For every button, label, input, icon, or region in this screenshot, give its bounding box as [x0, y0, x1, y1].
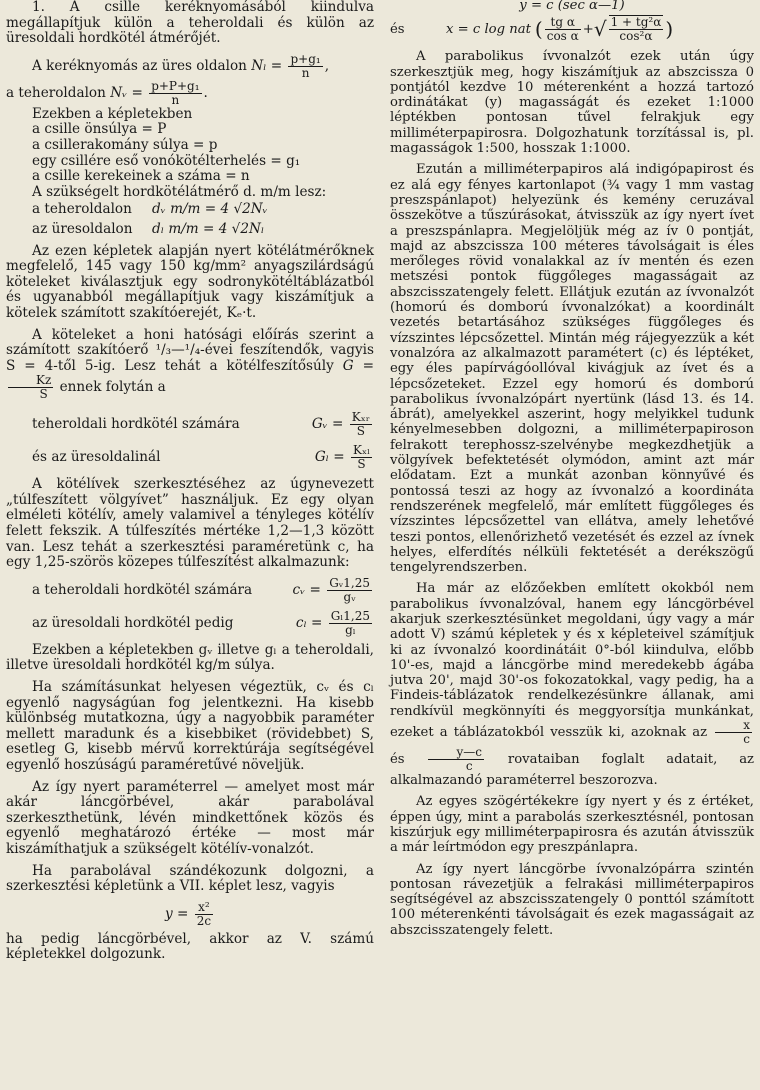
paragraph: Az így nyert láncgörbe ívvonalzópárra szintén pontosan rávezetjük a felrakási milliméterpapiros segítségével az abszcisszatengely 0 ponttól számított 100 méterenkénti távolságait és ezek magasságait az abszcisszatengely felett. [390, 861, 754, 938]
paragraph: Az ezen képletek alapján nyert kötélátmérőknek megfelelő, 145 vagy 150 kg/mm² anyagszilárdságú köteleket kiválasztjuk egy sodronykötéltáblázatból és ugyanabból megállapítjuk vagy kiszámítjuk a kötelek számított szakítóerejét, Kₑ·t. [6, 242, 374, 321]
fraction: $\frac{\text{p+g₁}}{n}$ [290, 51, 321, 80]
fraction: $\frac{\text{Kₓᵣ}}{S}$ [351, 410, 370, 439]
fraction: $\frac{\text{Kₓₗ}}{S}$ [353, 443, 370, 472]
left-column [6, 0, 374, 963]
fraction: $\frac{\text{Gᵥ1,25}}{\text{gᵥ}}$ [329, 575, 370, 604]
formula-line: teheroldali hordkötél számára Gᵥ = $\frac{\text{Kₓᵣ}}{S}$ [32, 410, 370, 439]
formula-line: az üresoldali hordkötél pedig cₗ = $\frac{\text{Gₗ1,25}}{\text{gₗ}}$ [32, 608, 370, 637]
formula-line: és az üresoldalinál Gₗ = $\frac{\text{Kₓₗ}}{S}$ [32, 443, 370, 472]
formula-line: a teheroldali hordkötél számára cᵥ = $\frac{\text{Gᵥ1,25}}{\text{gᵥ}}$ [32, 575, 370, 604]
paragraph: Ha parabolával szándékozunk dolgozni, a szerkesztési képletünk a VII. képlet lesz, vagyis [6, 862, 374, 895]
paragraph: Ha már az előzőekben említett okokból nem parabolikus ívvonalzóval, hanem egy láncgörbével akarjuk szerkesztésünket megoldani, úgy vagy a már adott V) számú képletek y és x képleteivel számítjuk ki az ívvonalzó koordinátáit 0°-ból kiindulva, előbb 10'-es, majd a láncgörbe mind meredekebb ágába jutva 20', majd 30'-os fokozatokkal, vagy pedig, ha a Findeis-táblázatok rendelkezésünkre állanak, ami rendkívül megkönnyíti és meggyorsítja munkánkat, ezeket a táblázatokból vesszük ki, azoknak az $\frac{x}{c}$ és $\frac{y—c}{c}$ rovataiban foglalt adatait, az alkalmazandó paraméterrel beszorozva. [390, 581, 755, 789]
fraction: $\frac{Kz}{S}$ [8, 374, 53, 401]
paragraph: Az egyes szögértékekre így nyert y és z értéket, éppen úgy, mint a parabolás szerkesztésnél, pontosan kiszúrjuk egy milliméterpapirosra és azután átvisszük a már leírtmódon egy preszpánlapra. [390, 794, 754, 856]
fraction: $\frac{\text{p+P+g₁}}{n}$ [151, 78, 200, 107]
fraction: $\frac{y—c}{c}$ [428, 746, 484, 773]
paragraph: A parabolikus ívvonalzót ezek után úgy szerkesztjük meg, hogy kiszámítjuk az abszcissza 0 pontjától kezdve 10 méterenként a hozzá tartozó ordinátákat (y) magasságát és ezeket 1:1000 léptékben pontosan tűvel felrakjuk egy milliméterpapirosra. Dolgozhatunk torzítással is, pl. magasságok 1:500, hosszak 1:1000. [390, 49, 754, 157]
list-item: egy csillére eső vonókötélterhelés = g₁ [32, 152, 301, 169]
paragraph: 1. A csille keréknyomásából kiindulva megállapítjuk külön a teheroldali és külön az üresoldali hordkötél átmérőjét. [6, 0, 374, 47]
paragraph: ha pedig láncgörbével, akkor az V. számú képletekkel dolgozunk. [6, 930, 374, 963]
paragraph: Ezekben a képletekben gᵥ illetve gₗ a teheroldali, illetve üresoldali hordkötél kg/m súlya. [6, 641, 374, 674]
formula-line: az üresoldalon dₗ m/m = 4 √2Nₗ [32, 220, 265, 237]
list-item: a csille kerekeinek a száma = n [32, 168, 250, 185]
formula-line: és x = c log nat ( $\frac{\text{tg α}}{\text{cos α}}$ + √ $\frac{\text{1 + tg²α}}{\text{cos²α}}$ ) [390, 14, 674, 44]
list-item: a csille önsúlya = P [32, 121, 167, 138]
formula-line: a teheroldalon dᵥ m/m = 4 √2Nᵥ [32, 201, 268, 218]
list-item: A szükségelt hordkötélátmérő d. m/m lesz: [32, 183, 327, 200]
formula-line: A keréknyomás az üres oldalon Nₗ = $\frac{\text{p+g₁}}{n}$ , [32, 51, 330, 80]
formula-line: y = $\frac{\text{x²}}{2c}$ [164, 899, 212, 928]
paragraph: A kötélívek szerkesztéséhez az úgynevezett „túlfeszített völgyívet” használjuk. Ez egy olyan elméleti kötélív, amely valamivel a tényleges kötélív felett fekszik. A túlfeszítés mértéke 1,2—1,3 között van. Lesz tehát a szerkesztési paraméretünk c, ha egy 1,25-szörös közepes túlfeszítést alkalmazunk: [6, 476, 374, 571]
fraction: $\frac{\text{Gₗ1,25}}{\text{gₗ}}$ [330, 608, 370, 637]
list-item: a csillerakomány súlya = p [32, 136, 218, 153]
paragraph: A köteleket a honi hatósági előírás szerint a számított szakítóerő ¹/₃—¹/₄-évei feszítendők, vagyis S = 4-től 5-ig. Lesz tehát a kötélfeszítősúly G = $\frac{Kz}{S}$ ennek folytán a [6, 326, 374, 402]
formula-line: y = c (sec α—1) [519, 0, 625, 13]
definition-list [6, 107, 374, 201]
fraction: $\frac{\text{x²}}{2c}$ [196, 899, 212, 928]
list-item: Ezekben a képletekben [32, 105, 193, 122]
right-column [390, 0, 754, 938]
fraction: $\frac{\text{1 + tg²α}}{\text{cos²α}}$ [610, 15, 662, 44]
formula-line: a teheroldalon Nᵥ = $\frac{\text{p+P+g₁}}{n}$ . [6, 78, 208, 107]
paragraph: Az így nyert paraméterrel — amelyet most már akár láncgörbével, akár parabolával szerkeszthetünk, lévén mindkettőnek közös és egyenlő meghatározó értéke — most már kiszámíthatjuk a szükségelt kötélív-vonalzót. [6, 778, 374, 857]
paragraph: Ha számításunkat helyesen végeztük, cᵥ és cₗ egyenlő nagyságúan fog jelentkezni. Ha kisebb különbség mutatkozna, úgy a nagyobbik paraméter mellett maradunk és a kisebbiket (rövidebbet) S, esetleg G, kisebb mérvű korrektúrája segítségével egyenlő hoszúságú paraméretűvé növeljük. [6, 679, 374, 773]
paragraph: Ezután a milliméterpapiros alá indigópapirost és ez alá egy fényes kartonlapot (¾ vagy 1 mm vastag preszspánlapot) helyezünk és kemény ceruzával összekötve a tűszúrásokat, átvisszük az így nyert ívet a preszspánlapra. Megjelöljük még az ív 0 pontját, majd az abszcissza 100 méteres távolságait is éles merőleges rövid vonalakkal az ív mentén és ezen metszési pontok függőleges magasságait az abszcisszatengely felett. Ellátjuk ezután az ívvonalzót (homorú és domború ívvonalzókat) a koordinált vezetés betartásához szükséges függőleges és vízszintes lépcsőzettel. Mintán még rájegyezzük a két vonalzóra az alkalmazott paramétert (c) és léptéket, egy éles papírvágóollóval kivágjuk az ívet és a lépcsőzeteket. Ezzel egy homorú és domború parabolikus ívvonalzópárt nyertünk (lásd 13. és 14. ábrát), amelyekkel aszerint, hogy melyikkel tudunk kényelmesebben dolgozni, a milliméterpapiroson felrakott terephossz-szelvénybe megkezdhetjük a völgyívek befektetését olymódon, amint azt már elődatam. Ezt a munkát azonban könnyűvé és pontossá teszi az hogy az ívvonalzó a koordináta rendszerének megfelelő, már említett függőleges és vízszintes lépcsőzettel van ellátva, amely lehetővé teszi pontos, ellenőrizhető vezetését és ezzel az ívnek helyes, elferdítés nélküli fektetését a derékszögű tengelyrendszerben. [390, 162, 754, 576]
fraction: $\frac{\text{tg α}}{\text{cos α}}$ [546, 14, 579, 43]
fraction: $\frac{x}{c}$ [715, 719, 752, 746]
